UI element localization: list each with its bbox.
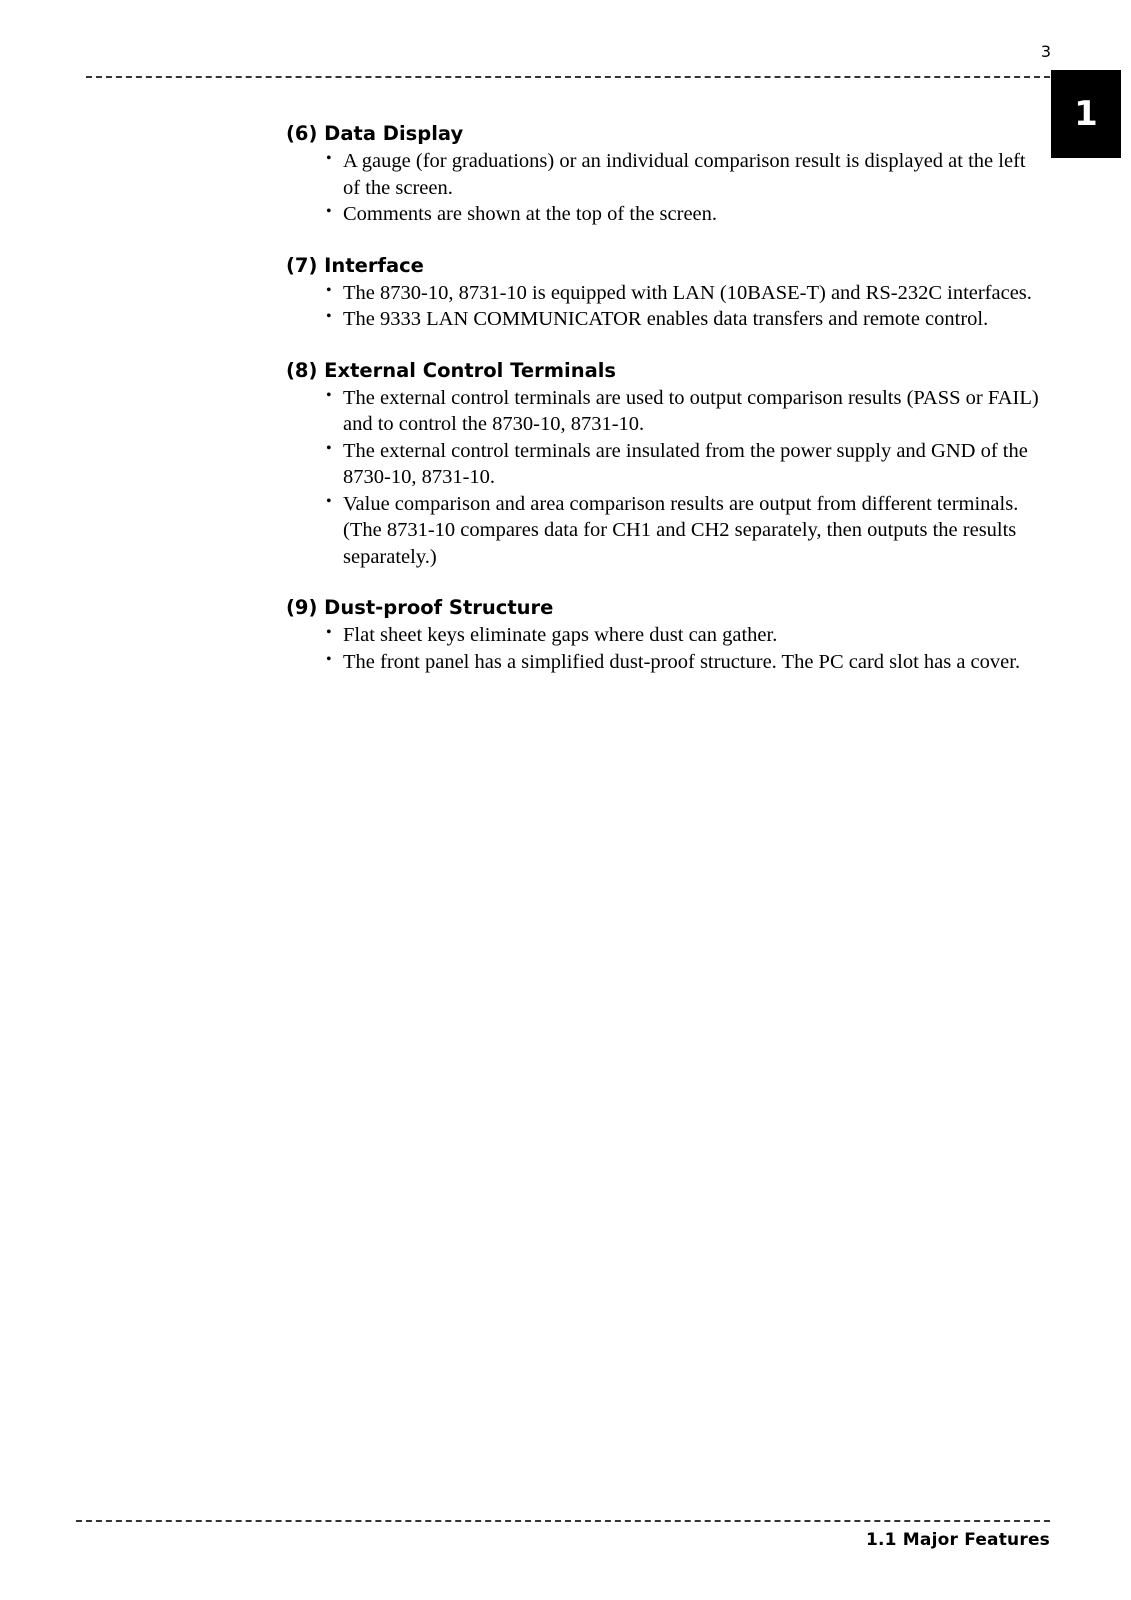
bullet-icon: • (326, 650, 332, 668)
bullet-text: The front panel has a simplified dust-proof structure. The PC card slot has a cover. (343, 650, 1021, 673)
bullet-icon: • (326, 203, 332, 220)
bullet-icon: • (326, 281, 332, 299)
section-dust-proof-structure (286, 594, 1046, 675)
bullet-text: The external control terminals are used to output comparison results (PASS or FAIL) and to control the 8730-10, 8731-10. (343, 386, 1039, 435)
page-content (286, 120, 1046, 699)
bullet-icon: • (326, 150, 332, 167)
bullet-text: A gauge (for graduations) or an individual comparison result is displayed at the left of the screen. (343, 150, 1026, 199)
bullet-item (326, 280, 1046, 307)
bullet-text: The 8730-10, 8731-10 is equipped with LAN (10BASE-T) and RS-232C interfaces. (343, 281, 1032, 304)
bullet-item (326, 148, 1046, 201)
bullet-item (326, 385, 1046, 438)
bullet-text: The external control terminals are insulated from the power supply and GND of the 8730-10, 8731-10. (343, 439, 1028, 488)
bullet-item (326, 622, 1046, 649)
bullet-text: The 9333 LAN COMMUNICATOR enables data transfers and remote control. (343, 308, 989, 330)
bullet-list (286, 385, 1046, 571)
bullet-icon: • (326, 492, 332, 510)
bullet-list (286, 280, 1046, 333)
section-heading: (7) Interface (286, 253, 424, 277)
bullet-item (326, 438, 1046, 491)
bullet-item (326, 201, 1046, 228)
header-rule (86, 76, 1050, 78)
bullet-icon: • (326, 308, 332, 325)
bullet-text: Flat sheet keys eliminate gaps where dust can gather. (343, 624, 778, 646)
footer-section-label: 1.1 Major Features (865, 1530, 1050, 1550)
bullet-item (326, 649, 1046, 676)
bullet-icon: • (326, 386, 332, 404)
bullet-list (286, 148, 1046, 228)
section-heading: (6) Data Display (286, 122, 464, 145)
section-external-control-terminals (286, 357, 1046, 571)
bullet-item (326, 491, 1046, 571)
bullet-list (286, 622, 1046, 675)
section-interface (286, 252, 1046, 333)
page-number: 3 (1040, 42, 1051, 61)
bullet-text: Comments are shown at the top of the screen. (343, 203, 718, 225)
chapter-tab: 1 (1051, 70, 1121, 158)
bullet-icon: • (326, 624, 332, 641)
section-heading: (8) External Control Terminals (286, 358, 617, 382)
section-heading: (9) Dust-proof Structure (286, 596, 554, 619)
footer-rule (76, 1520, 1050, 1522)
section-data-display (286, 120, 1046, 228)
bullet-text: Value comparison and area comparison results are output from different terminals. (The 8731-10 compares data for CH1 and CH2 separately, then outputs the results separately.) (343, 492, 1019, 568)
bullet-item (326, 306, 1046, 333)
bullet-icon: • (326, 439, 332, 457)
